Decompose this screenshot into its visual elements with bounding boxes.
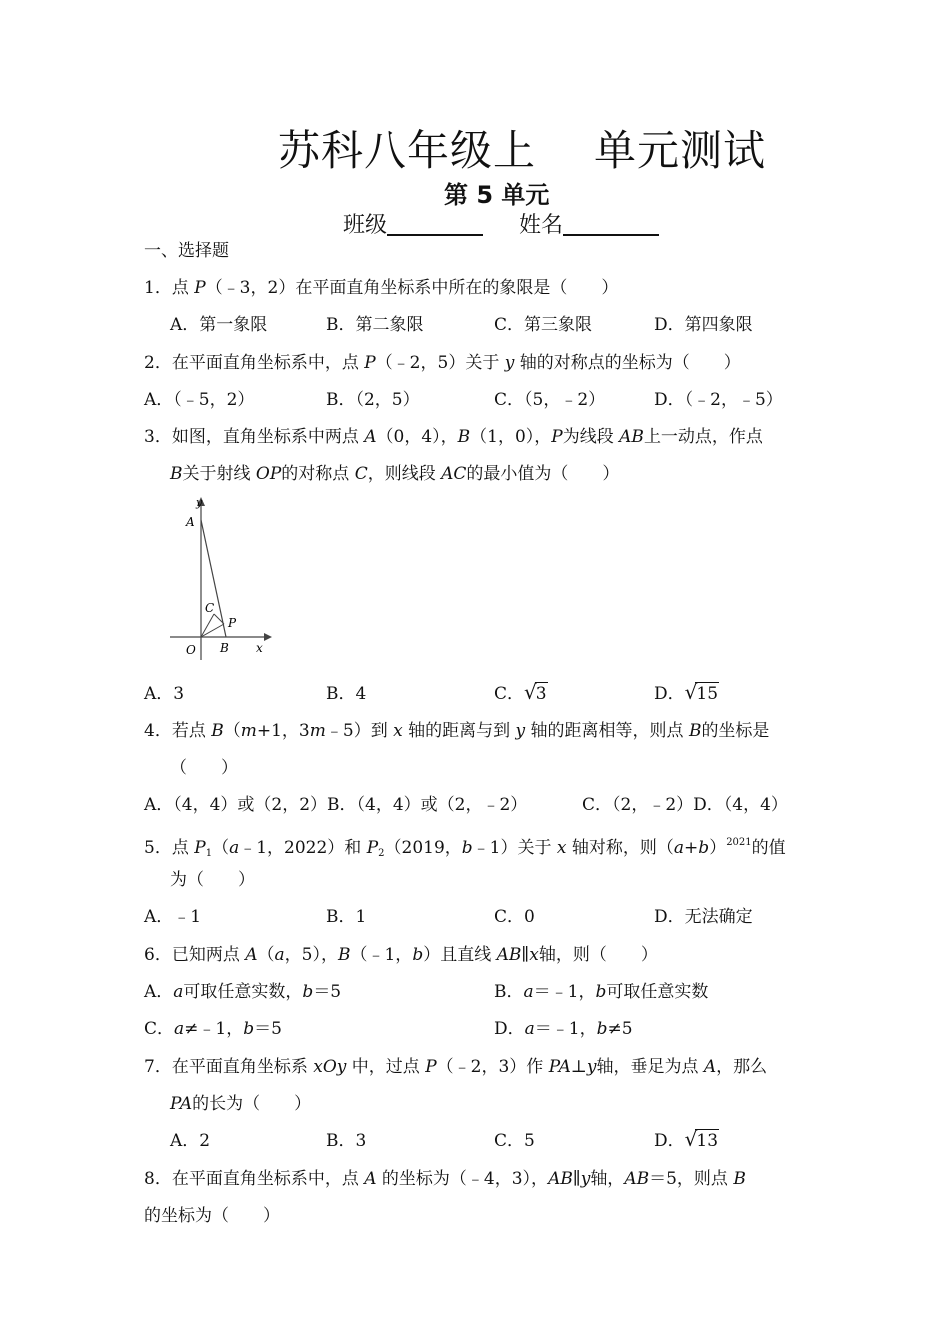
label-p: P xyxy=(228,616,237,630)
text: 点 xyxy=(171,278,195,298)
page-title xyxy=(278,118,766,178)
text: ，则线段 xyxy=(367,464,442,484)
variable: B xyxy=(733,1169,746,1189)
text: ）且直线 xyxy=(423,945,497,965)
variable: y xyxy=(515,721,526,741)
variable: B xyxy=(688,721,702,741)
variable: y xyxy=(586,1057,597,1077)
question-4 xyxy=(144,720,769,742)
variable: x xyxy=(393,721,403,741)
question-3 xyxy=(144,426,763,448)
text: （﹣2，3）作 xyxy=(436,1057,549,1077)
option-prefix: D． xyxy=(494,1019,525,1039)
variable: a xyxy=(673,838,685,858)
label-c: C xyxy=(205,601,215,615)
q6-option-d[interactable] xyxy=(494,1018,633,1040)
exponent: 2021 xyxy=(726,837,752,848)
variable: B xyxy=(457,427,471,447)
section-heading: 一、选择题 xyxy=(144,241,229,261)
text: 轴对称，则（ xyxy=(566,838,674,858)
variable: b xyxy=(412,945,424,965)
question-1 xyxy=(144,277,618,299)
variable: P xyxy=(364,353,376,373)
text: ＝﹣1， xyxy=(533,982,596,1002)
text: 可取任意实数， xyxy=(183,982,303,1002)
text: （ xyxy=(212,838,230,858)
question-number: 4． xyxy=(144,721,172,741)
question-5 xyxy=(144,832,786,865)
q3-coordinate-figure xyxy=(166,492,278,662)
q5-option-b[interactable]: B．1 xyxy=(326,907,367,927)
text: 为线段 xyxy=(562,427,620,447)
q1-option-d[interactable]: D．第四象限 xyxy=(654,315,753,335)
question-2 xyxy=(144,352,741,374)
question-number: 2． xyxy=(144,353,172,373)
question-number: 7． xyxy=(144,1057,172,1077)
text: （ xyxy=(257,945,275,965)
text: ＝5 xyxy=(313,982,342,1002)
text: 轴的对称点的坐标为（ ） xyxy=(514,353,741,373)
q6-option-c[interactable] xyxy=(144,1018,282,1040)
text: ≠5 xyxy=(607,1019,633,1039)
variable: PA xyxy=(170,1094,193,1114)
question-number: 5． xyxy=(144,838,172,858)
question-8 xyxy=(144,1168,746,1190)
text: ，那么 xyxy=(716,1057,768,1077)
variable: b xyxy=(302,982,314,1002)
question-5-line-2: 为（ ） xyxy=(170,870,255,890)
variable: m xyxy=(309,721,326,741)
variable: m xyxy=(240,721,257,741)
class-blank[interactable] xyxy=(387,212,483,236)
q7-option-d[interactable] xyxy=(654,1128,719,1152)
q1-option-c[interactable]: C．第三象限 xyxy=(494,315,593,335)
text: 可取任意实数 xyxy=(606,982,709,1002)
text: 在平面直角坐标系中，点 xyxy=(171,353,365,373)
title-part1: 苏科八年级上 xyxy=(278,126,537,175)
class-label: 班级 xyxy=(343,213,388,238)
text: 如图，直角坐标系中两点 xyxy=(171,427,365,447)
text: ，5）， xyxy=(284,945,338,965)
name-blank[interactable] xyxy=(563,212,659,236)
variable: a xyxy=(173,982,184,1002)
variable: xOy xyxy=(313,1057,347,1077)
variable: a xyxy=(274,945,285,965)
text: 在平面直角坐标系中，点 xyxy=(171,1169,365,1189)
text: 轴的距离相等，则点 xyxy=(525,721,689,741)
sqrt xyxy=(685,681,719,705)
question-number: 6． xyxy=(144,945,172,965)
q2-option-c[interactable]: C．（5，﹣2） xyxy=(494,390,606,410)
label-b: B xyxy=(220,641,229,655)
variable: P xyxy=(425,1057,437,1077)
text: 的对称点 xyxy=(281,464,355,484)
q1-option-b[interactable]: B．第二象限 xyxy=(326,315,424,335)
variable: P xyxy=(194,278,206,298)
question-number: 1． xyxy=(144,278,172,298)
variable: x xyxy=(556,838,567,858)
question-3-line-2 xyxy=(170,463,619,485)
option-prefix: C． xyxy=(494,684,525,704)
text: 的最小值为（ ） xyxy=(466,464,620,484)
q3-option-c[interactable] xyxy=(494,681,548,705)
text: 上一动点，作点 xyxy=(643,427,763,447)
variable: b xyxy=(243,1019,255,1039)
unit-subtitle: 第 5 单元 xyxy=(444,181,550,209)
text: （0，4）， xyxy=(376,427,458,447)
option-prefix: B． xyxy=(494,982,524,1002)
radicand: 15 xyxy=(696,684,719,704)
variable: A xyxy=(703,1057,717,1077)
q6-option-b[interactable] xyxy=(494,981,708,1003)
text: （2019， xyxy=(384,838,462,858)
variable: b xyxy=(698,838,710,858)
text: 的坐标是 xyxy=(701,721,770,741)
variable: a xyxy=(174,1019,185,1039)
variable: a xyxy=(524,1019,535,1039)
variable: a xyxy=(523,982,534,1002)
question-number: 8． xyxy=(144,1169,172,1189)
variable: B xyxy=(337,945,351,965)
variable: b xyxy=(595,982,607,1002)
q5-option-d[interactable]: D．无法确定 xyxy=(654,907,753,927)
text: 中，过点 xyxy=(346,1057,426,1077)
variable: x xyxy=(529,945,539,965)
text: 的坐标为（﹣4，3）， xyxy=(376,1169,549,1189)
text: ⊥ xyxy=(570,1057,587,1077)
text: 轴的距离与到 xyxy=(402,721,516,741)
q3-option-a[interactable]: A．3 xyxy=(144,684,185,704)
variable: PA xyxy=(548,1057,571,1077)
class-name-line xyxy=(343,208,659,239)
text: 轴，垂足为点 xyxy=(596,1057,704,1077)
text: 在平面直角坐标系 xyxy=(171,1057,314,1077)
x-axis-arrow-icon xyxy=(264,633,272,641)
radicand: 13 xyxy=(696,1131,719,1151)
label-y: y xyxy=(196,496,203,509)
q7-option-c[interactable]: C．5 xyxy=(494,1131,535,1151)
text: （﹣1， xyxy=(350,945,413,965)
variable: P xyxy=(194,838,206,858)
variable: C xyxy=(354,464,368,484)
text: ∥ xyxy=(572,1169,581,1189)
variable: AB xyxy=(624,1169,650,1189)
variable: B xyxy=(211,721,224,741)
variable: y xyxy=(580,1169,591,1189)
text: ＝5，则点 xyxy=(649,1169,734,1189)
q4-options-cd[interactable]: C．（2，﹣2）D．（4，4） xyxy=(582,795,788,815)
q3-option-d[interactable] xyxy=(654,681,719,705)
variable: A xyxy=(364,1169,377,1189)
variable: AC xyxy=(441,464,467,484)
text: ≠﹣1， xyxy=(184,1019,244,1039)
q4-options-ab[interactable]: A．（4，4）或（2，2）B．（4，4）或（2，﹣2） xyxy=(144,795,528,815)
variable: P xyxy=(551,427,563,447)
q2-option-b[interactable]: B．（2，5） xyxy=(326,390,420,410)
sqrt xyxy=(685,1128,719,1152)
variable: AB xyxy=(619,427,644,447)
q3-option-b[interactable]: B．4 xyxy=(326,684,367,704)
q2-option-a[interactable]: A．（﹣5，2） xyxy=(144,390,255,410)
option-prefix: A． xyxy=(144,982,174,1002)
text: ∥ xyxy=(521,945,530,965)
question-6 xyxy=(144,944,658,966)
variable: B xyxy=(170,464,183,484)
question-number: 3． xyxy=(144,427,172,447)
variable: A xyxy=(364,427,377,447)
question-8-line-2: 的坐标为（ ） xyxy=(144,1206,280,1226)
q1-option-a[interactable]: A．第一象限 xyxy=(170,315,268,335)
text: （﹣3，2）在平面直角坐标系中所在的象限是（ ） xyxy=(205,278,619,298)
subscript: 1 xyxy=(205,848,213,859)
radical-sign-icon: √ xyxy=(684,1127,698,1151)
label-o: O xyxy=(186,643,196,657)
text: 的长为（ ） xyxy=(192,1094,312,1114)
radical-sign-icon: √ xyxy=(684,680,698,704)
variable: b xyxy=(461,838,473,858)
variable: a xyxy=(229,838,240,858)
text: 的值 xyxy=(751,838,786,858)
text: ﹣1，2022）和 xyxy=(239,838,367,858)
title-part2: 单元测试 xyxy=(594,126,767,175)
text: ＝﹣1， xyxy=(534,1019,597,1039)
question-7 xyxy=(144,1056,767,1078)
radical-sign-icon: √ xyxy=(524,680,537,704)
text: ） xyxy=(709,838,727,858)
text: 点 xyxy=(171,838,195,858)
q7-option-a[interactable]: A．2 xyxy=(170,1131,211,1151)
text: 关于射线 xyxy=(182,464,256,484)
text: ﹣5）到 xyxy=(325,721,394,741)
variable: P xyxy=(366,838,379,858)
subscript: 2 xyxy=(378,848,385,859)
text: 若点 xyxy=(171,721,212,741)
segment-ab xyxy=(201,520,226,637)
label-a: A xyxy=(186,515,195,529)
text: （﹣2，5）关于 xyxy=(375,353,505,373)
label-x: x xyxy=(256,641,263,655)
variable: y xyxy=(504,353,515,373)
variable: OP xyxy=(255,464,282,484)
text: （ xyxy=(223,721,241,741)
sqrt xyxy=(524,681,548,705)
q7-option-b[interactable]: B．3 xyxy=(326,1131,367,1151)
text: ＝5 xyxy=(254,1019,282,1039)
question-4-line-2: （ ） xyxy=(170,758,238,778)
option-prefix: D． xyxy=(654,684,685,704)
text: +1，3 xyxy=(256,721,310,741)
q6-option-a[interactable] xyxy=(144,981,341,1003)
q5-option-a[interactable]: A．﹣1 xyxy=(144,907,202,927)
question-7-line-2 xyxy=(170,1093,311,1115)
text: 已知两点 xyxy=(171,945,246,965)
text: + xyxy=(684,838,699,858)
q5-option-c[interactable]: C．0 xyxy=(494,907,535,927)
name-label: 姓名 xyxy=(519,213,564,238)
text: 轴， xyxy=(590,1169,625,1189)
variable: AB xyxy=(548,1169,573,1189)
text: （1，0）， xyxy=(470,427,552,447)
option-prefix: D． xyxy=(654,1131,685,1151)
text: 轴，则（ ） xyxy=(538,945,658,965)
variable: b xyxy=(596,1019,608,1039)
variable: AB xyxy=(496,945,522,965)
radicand: 3 xyxy=(535,684,547,704)
text: ﹣1）关于 xyxy=(472,838,557,858)
variable: A xyxy=(245,945,258,965)
q2-option-d[interactable]: D．（﹣2，﹣5） xyxy=(654,390,783,410)
option-prefix: C． xyxy=(144,1019,175,1039)
